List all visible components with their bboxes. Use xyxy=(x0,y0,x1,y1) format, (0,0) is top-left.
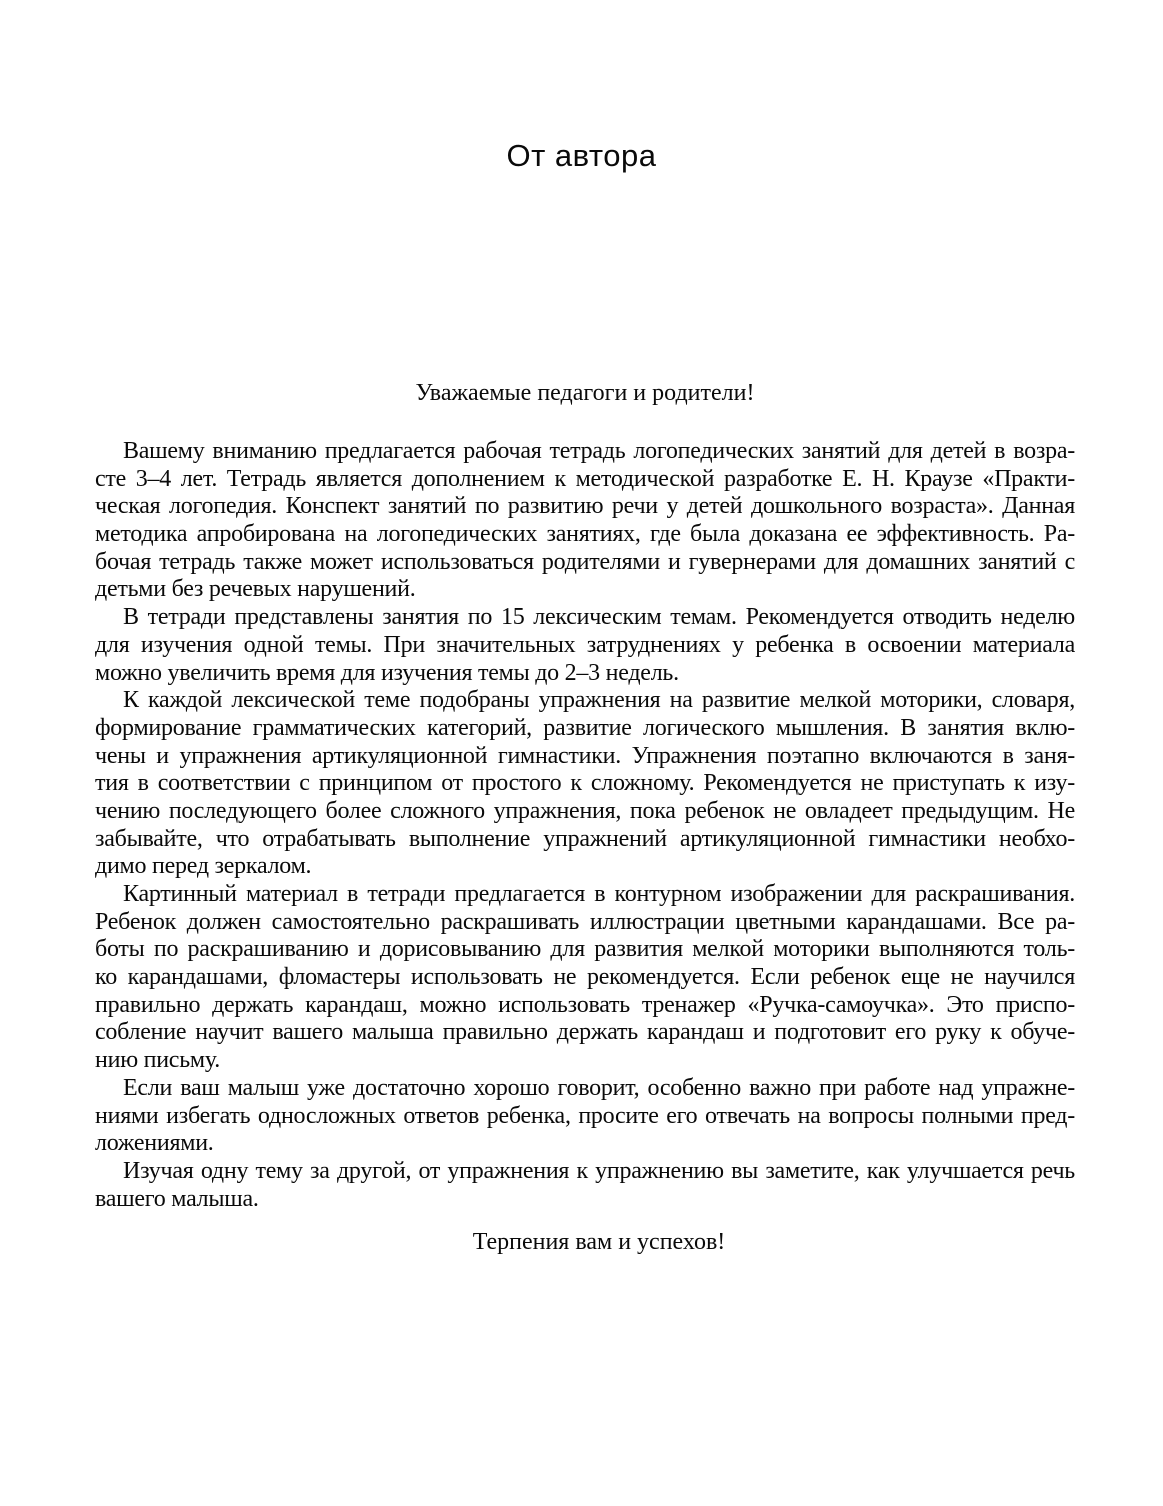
text-line: собление научит вашего малыша правильно держать карандаш и подготовит его руку к обуче- xyxy=(95,1019,1075,1046)
text-line: сте 3–4 лет. Тетрадь является дополнением к методической разработке Е. Н. Краузе «Практи- xyxy=(95,465,1075,492)
text-line: тия в соответствии с принципом от простого к сложному. Рекомендуется не приступать к изу- xyxy=(95,770,1075,797)
text-line: Вашему вниманию предлагается рабочая тетрадь логопедических занятий для детей в возра- xyxy=(123,438,1075,464)
text-line: Если ваш малыш уже достаточно хорошо говорит, особенно важно при работе над упражне- xyxy=(123,1074,1075,1101)
text-line: Картинный материал в тетради предлагается в контурном изображении для раскрашивания. xyxy=(123,881,1075,907)
text-line: для изучения одной темы. При значительных затруднениях у ребенка в освоении материала xyxy=(95,631,1075,658)
greeting-line: Уважаемые педагоги и родители! xyxy=(415,380,755,406)
text-line: нию письму. xyxy=(95,1047,220,1074)
text-line: В тетради представлены занятия по 15 лексическим темам. Рекомендуется отводить неделю xyxy=(123,604,1075,631)
text-line: методика апробирована на логопедических занятиях, где была доказана ее эффективность. Ра- xyxy=(95,521,1075,548)
text-line: детьми без речевых нарушений. xyxy=(95,576,416,603)
text-line: чению последующего более сложного упражнения, пока ребенок не овладеет предыдущим. Не xyxy=(95,797,1075,824)
text-line: ко карандашами, фломастеры использовать не рекомендуется. Если ребенок еще не научился xyxy=(95,964,1075,991)
text-line: забывайте, что отрабатывать выполнение упражнений артикуляционной гимнастики необхо- xyxy=(95,825,1075,852)
text-line: можно увеличить время для изучения темы до 2–3 недель. xyxy=(95,659,679,686)
body-text xyxy=(95,438,1075,1213)
text-line: Изучая одну тему за другой, от упражнения к упражнению вы заметите, как улучшается речь xyxy=(123,1157,1075,1184)
text-line: ческая логопедия. Конспект занятий по развитию речи у детей дошкольного возраста». Данная xyxy=(95,493,1075,520)
page-title: От автора xyxy=(506,138,657,173)
text-line: ниями избегать односложных ответов ребенка, просите его отвечать на вопросы полными пред- xyxy=(95,1102,1075,1129)
closing-line: Терпения вам и успехов! xyxy=(472,1229,726,1255)
text-line: вашего малыша. xyxy=(95,1185,259,1212)
text-line: К каждой лексической теме подобраны упражнения на развитие мелкой моторики, словаря, xyxy=(123,687,1075,714)
text-line: димо перед зеркалом. xyxy=(95,853,312,880)
text-line: чены и упражнения артикуляционной гимнастики. Упражнения поэтапно включаются в заня- xyxy=(95,742,1075,769)
text-line: Ребенок должен самостоятельно раскрашивать иллюстрации цветными карандашами. Все ра- xyxy=(95,908,1075,935)
text-line: боты по раскрашиванию и дорисовыванию для развития мелкой моторики выполняются толь- xyxy=(95,936,1075,963)
text-line: правильно держать карандаш, можно использовать тренажер «Ручка-самоучка». Это приспо- xyxy=(95,991,1075,1018)
text-line: бочая тетрадь также может использоваться родителями и гувернерами для домашних занятий с xyxy=(95,548,1075,575)
text-line: формирование грамматических категорий, развитие логического мышления. В занятия вклю- xyxy=(95,714,1075,741)
text-line: ложениями. xyxy=(95,1130,214,1157)
